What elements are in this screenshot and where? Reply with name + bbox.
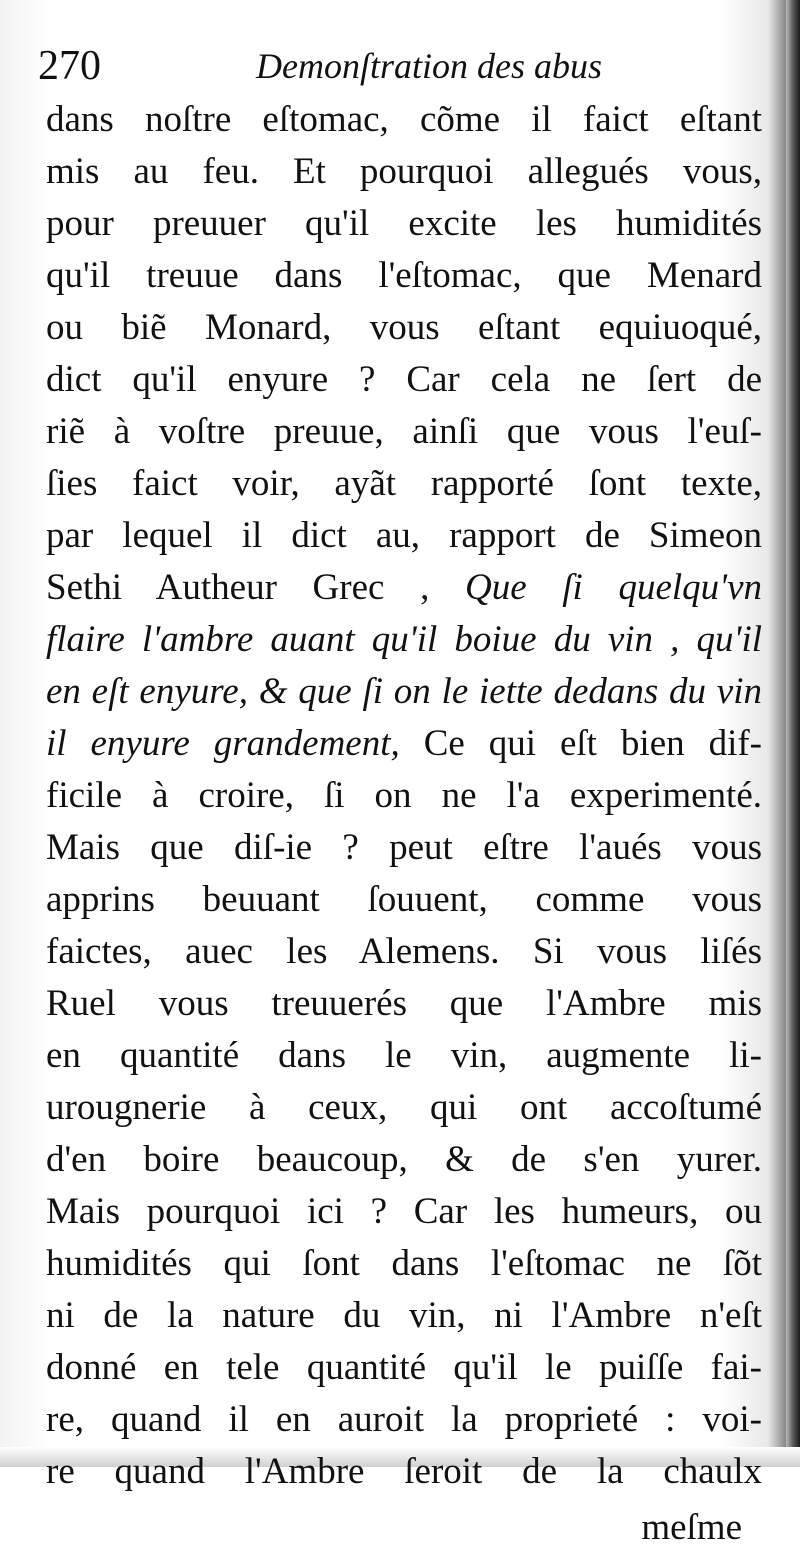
text-segment: dans noſtre eſtomac, cõme il faict eſtant [46, 99, 762, 140]
text-line [46, 302, 762, 354]
text-line [46, 1134, 762, 1186]
body-text [46, 94, 762, 1554]
text-line [46, 1446, 762, 1498]
text-line [46, 1186, 762, 1238]
text-line [46, 718, 762, 770]
text-segment: Ruel vous treuuerés que l'Ambre mis [46, 983, 762, 1024]
page-number: 270 [38, 43, 101, 89]
text-line [46, 666, 762, 718]
text-segment: Mais que diſ-ie ? peut eſtre l'aués vous [46, 827, 762, 868]
text-segment: ſies faict voir, ayãt rapporté ſont texte, [46, 463, 762, 504]
text-line [46, 926, 762, 978]
text-line [46, 822, 762, 874]
text-line [46, 1342, 762, 1394]
italic-text-segment: flaire l'ambre auant qu'il boiue du vin , qu'il [46, 619, 762, 660]
text-line [46, 1030, 762, 1082]
text-line [46, 94, 762, 146]
text-segment: donné en tele quantité qu'il le puiſſe fai- [46, 1347, 762, 1388]
text-segment: ou biẽ Monard, vous eſtant equiuoqué, [46, 307, 762, 348]
text-segment: re quand l'Ambre ſeroit de la chaulx [46, 1451, 762, 1492]
text-line [46, 1394, 762, 1446]
text-segment: apprins beuuant ſouuent, comme vous [46, 879, 762, 920]
text-line [46, 614, 762, 666]
text-line [46, 874, 762, 926]
text-line [46, 562, 762, 614]
text-segment: pour preuuer qu'il excite les humidités [46, 203, 762, 244]
italic-text-segment: il enyure grandement, [46, 723, 424, 764]
page-edge-shadow [786, 0, 800, 1467]
text-line [46, 510, 762, 562]
text-line [46, 978, 762, 1030]
text-segment: Ce qui eſt bien dif- [423, 723, 762, 764]
page-header [38, 40, 758, 92]
text-segment: riẽ à voſtre preuue, ainſi que vous l'euſ- [46, 411, 762, 452]
text-line [46, 1238, 762, 1290]
text-line [46, 1082, 762, 1134]
text-segment: mis au feu. Et pourquoi allegués vous, [46, 151, 762, 192]
text-line [46, 770, 762, 822]
text-line [46, 458, 762, 510]
text-segment: Sethi Autheur Grec , [46, 567, 465, 608]
italic-text-segment: Que ſi quelqu'vn [464, 567, 762, 608]
text-line [46, 250, 762, 302]
text-line [46, 198, 762, 250]
text-segment: ni de la nature du vin, ni l'Ambre n'eſt [46, 1295, 762, 1336]
text-line [46, 1290, 762, 1342]
catchword: meſme [641, 1507, 742, 1548]
text-line [46, 354, 762, 406]
text-segment: ficile à croire, ſi on ne l'a experimenté. [46, 775, 762, 816]
text-line [46, 406, 762, 458]
text-segment: humidités qui ſont dans l'eſtomac ne ſõt [46, 1243, 762, 1284]
text-segment: qu'il treuue dans l'eſtomac, que Menard [46, 255, 762, 296]
text-segment: urougnerie à ceux, qui ont accoſtumé [46, 1087, 762, 1128]
text-line [46, 146, 762, 198]
text-segment: en quantité dans le vin, augmente li- [46, 1035, 762, 1076]
text-segment: d'en boire beaucoup, & de s'en yurer. [46, 1139, 762, 1180]
text-segment: faictes, auec les Alemens. Si vous liſés [46, 931, 762, 972]
text-segment: dict qu'il enyure ? Car cela ne ſert de [46, 359, 762, 400]
running-head: Demonſtration des abus [256, 46, 602, 86]
italic-text-segment: en eſt enyure, & que ſi on le iette dedans du vin [46, 671, 762, 712]
text-segment: par lequel il dict au, rapport de Simeon [46, 515, 762, 556]
text-segment: Mais pourquoi ici ? Car les humeurs, ou [46, 1191, 762, 1232]
text-segment: re, quand il en auroit la proprieté : voi- [46, 1399, 762, 1440]
